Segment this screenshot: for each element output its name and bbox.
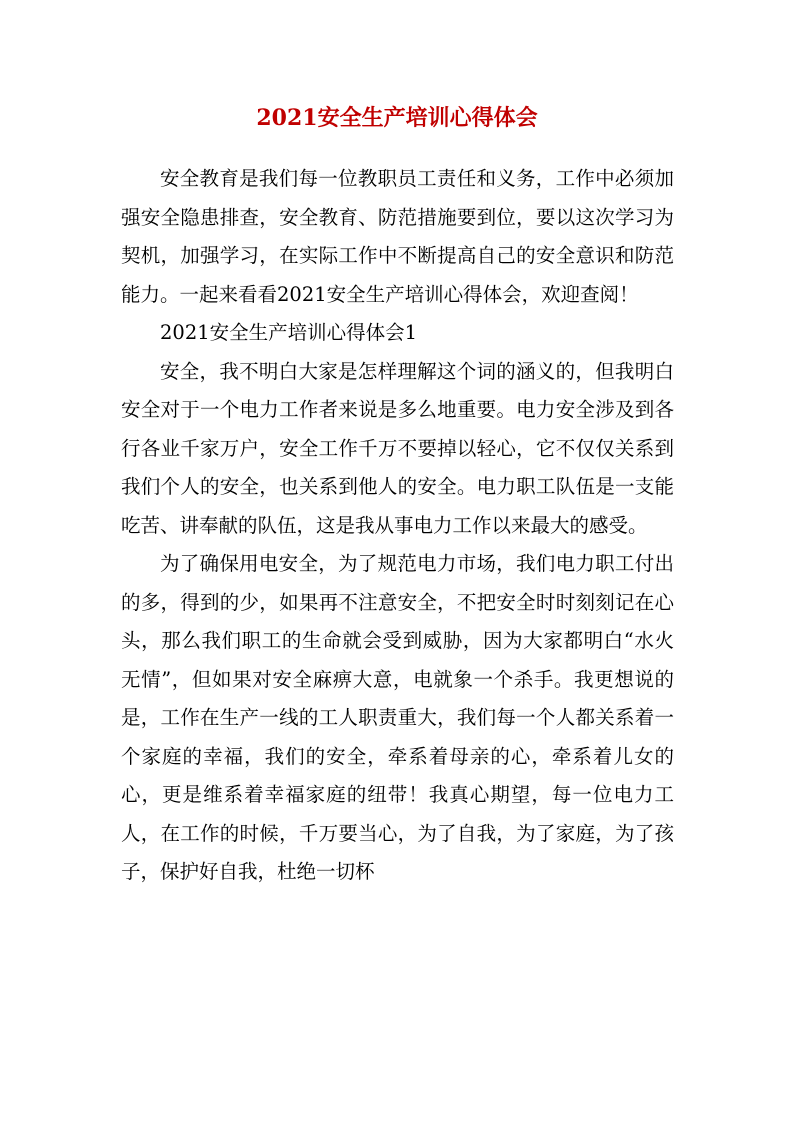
- document-title: 2021安全生产培训心得体会: [256, 105, 538, 131]
- document-body: [121, 160, 674, 892]
- paragraph-intro: 安全教育是我们每一位教职员工责任和义务，工作中必须加强安全隐患排查，安全教育、防范措施要到位，要以这次学习为契机，加强学习，在实际工作中不断提高自己的安全意识和防范能力。一起来看看2021安全生产培训心得体会，欢迎查阅！: [121, 167, 674, 306]
- paragraph-electric-safety: 为了确保用电安全，为了规范电力市场，我们电力职工付出的多，得到的少，如果再不注意安全，不把安全时时刻刻记在心头，那么我们职工的生命就会受到威胁，因为大家都明白“水火无情”，但如果对安全麻痹大意，电就象一个杀手。我更想说的是，工作在生产一线的工人职责重大，我们每一个人都关系着一个家庭的幸福，我们的安全，牵系着母亲的心，牵系着儿女的心，更是维系着幸福家庭的纽带！我真心期望，每一位电力工人，在工作的时候，千万要当心，为了自我，为了家庭，为了孩子，保护好自我，杜绝一切杯: [121, 552, 674, 883]
- section-heading-1: 2021安全生产培训心得体会1: [160, 321, 418, 344]
- paragraph-safety-meaning: 安全，我不明白大家是怎样理解这个词的涵义的，但我明白安全对于一个电力工作者来说是多么地重要。电力安全涉及到各行各业千家万户，安全工作千万不要掉以轻心，它不仅仅关系到我们个人的安全，也关系到他人的安全。电力职工队伍是一支能吃苦、讲奉献的队伍，这是我从事电力工作以来最大的感受。: [121, 359, 674, 537]
